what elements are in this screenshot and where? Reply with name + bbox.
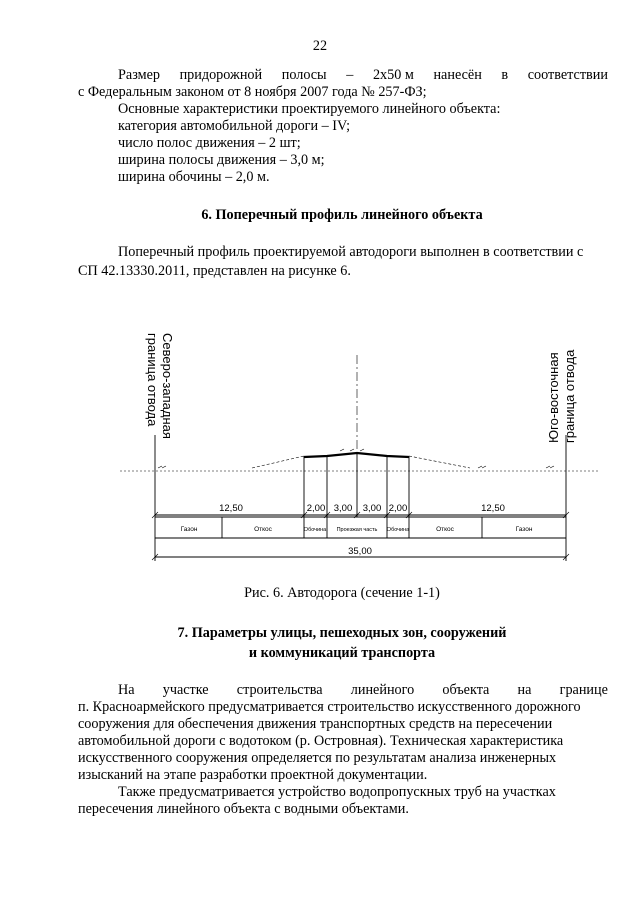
section-7-p1-line-6: изысканий на этапе разработки проектной документации. [78,767,428,783]
cell-shoulder-left: Обочина [303,527,327,533]
ground-hatch [158,449,554,468]
dim-shoulder-left: 2,00 [306,503,326,514]
intro-line-5: число полос движения – 2 шт; [118,135,301,151]
intro-line-6: ширина полосы движения – 3,0 м; [118,152,325,168]
section-7-p1-line-4: автомобильной дороги с водотоком (р. Островная). Техническая характеристика [78,733,564,749]
section-7-heading-line-1: 7. Параметры улицы, пешеходных зон, сооружений [177,625,507,641]
total-dimension [152,546,569,560]
section-6-heading: 6. Поперечный профиль линейного объекта [201,207,483,223]
figure-caption: Рис. 6. Автодорога (сечение 1-1) [244,585,440,601]
intro-line-7: ширина обочины – 2,0 м. [118,169,270,185]
word: линейного [350,682,415,698]
word: полосы [281,67,327,83]
word: придорожной [179,67,263,83]
cell-lawn-right: Газон [515,526,533,533]
section-7-heading-line-2: и коммуникаций транспорта [248,645,436,661]
cell-slope-left: Откос [254,526,272,533]
embankment-slope-left [252,456,304,468]
word: Размер [118,67,160,83]
left-boundary-label-2: граница отвода [145,333,160,427]
word: объекта [442,682,490,698]
cells-row [155,517,566,538]
word: на [517,682,532,698]
cell-carriageway: Проезжая часть [336,527,378,533]
word: границе [559,682,608,698]
dimension-row [152,503,569,518]
cross-section-figure [0,325,640,565]
total-width-label: 35,00 [348,546,372,557]
intro-line-4: категория автомобильной дороги – IV; [118,118,351,134]
section-7-p1-line-3: сооружения для обеспечения движения транспортных средств на пересечении [78,716,553,732]
intro-line-3: Основные характеристики проектируемого линейного объекта: [118,101,501,117]
dim-verge-right: 12,50 [481,503,505,514]
dim-verge-left: 12,50 [219,503,243,514]
right-boundary-label-2: граница отвода [562,349,577,443]
road-surface [304,453,409,457]
section-6-para-line-1: Поперечный профиль проектируемой автодороги выполнен в соответствии с [118,244,584,260]
intro-line-1 [118,66,608,84]
word: На [118,682,135,698]
right-boundary-label-1: Юго-восточная [546,352,561,443]
section-6-para-line-2: СП 42.13330.2011, представлен на рисунке 6. [78,263,351,279]
word: нанесён [433,67,482,83]
embankment-slope-right [409,456,470,468]
word: 2х50 м [372,67,414,83]
cell-shoulder-right: Обочина [386,527,410,533]
dim-lane-right: 3,00 [362,503,382,514]
section-7-p1-line-1 [118,681,608,699]
word: – [346,67,354,83]
word: соответствии [527,67,608,83]
dim-lane-left: 3,00 [333,503,353,514]
section-7-p1-line-2: п. Красноармейского предусматривается строительство искусственного дорожного [78,699,581,715]
section-7-p2-line-2: пересечения линейного объекта с водными объектами. [78,801,409,817]
word: строительства [236,682,323,698]
word: в [501,67,509,83]
dim-shoulder-right: 2,00 [388,503,408,514]
intro-line-2: с Федеральным законом от 8 ноября 2007 года № 257-ФЗ; [78,84,427,100]
word: участке [162,682,209,698]
left-boundary-label-1: Северо-западная [160,333,175,439]
cell-slope-right: Откос [436,526,454,533]
section-7-p1-line-5: искусственного сооружения определяется по результатам анализа инженерных [78,750,557,766]
page-number: 22 [312,38,328,54]
section-7-p2-line-1: Также предусматривается устройство водопропускных труб на участках [118,784,556,800]
cell-lawn-left: Газон [180,526,198,533]
